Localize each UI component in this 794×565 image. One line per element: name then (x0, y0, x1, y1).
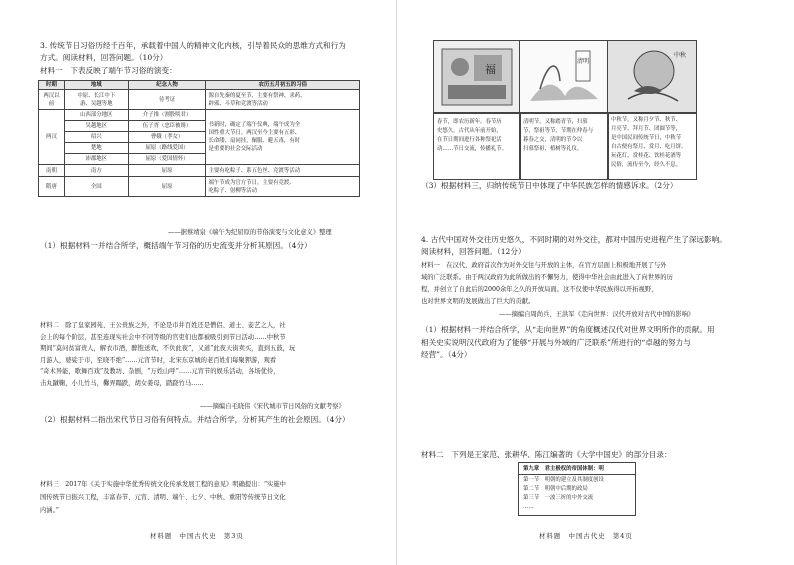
region-cell: 楚地 (64, 143, 128, 154)
question-3-stem-line2: 方式。阅读材料，回答问题。（10分） (40, 53, 168, 62)
cell-line: 是重要的社会交际活动 (208, 146, 263, 152)
cell-line: 书新时，确定了端午仪典，端午成为全 (208, 122, 301, 128)
material-2-line: 期间“莫问贫富贵人，解衣市酒，醉饱送欢，不负此夜”，又道“此夜天街卖买，直到五鼓，玩 (40, 345, 296, 353)
custom-cell: 主要有吃粽子、系五色丝、竞渡等活动 (206, 165, 360, 177)
person-cell: 伍子胥（忠臣被谗） (128, 121, 206, 132)
region-cell: 南方 (64, 165, 128, 177)
cell-line: 节，祭祖等节，节期在仲春与 (523, 128, 594, 134)
cell-line: 国性重大节日。两汉至今主要有五彩、 (208, 130, 301, 136)
material-3-line: 内涵。” (40, 507, 59, 514)
material-2-line: 材料二 除了皇家园苑、王公贵族之外，不论是市井百姓还是僧侣、道士、妾艺之人，社 (40, 322, 286, 329)
toc-rule (519, 474, 635, 475)
page-footer: 材料题 中国古代史 第3页 (150, 532, 244, 540)
midautumn-picture-frame (607, 40, 697, 114)
material-2-source: ——摘编自毛晓伟《宋代城市节日风俗的文献考察》 (200, 403, 345, 410)
question-4-stem-line2: 阅读材料，回答问题。（12分） (421, 247, 526, 256)
period-cell: 两汉以前 (39, 90, 65, 110)
qingming-picture-frame (519, 40, 609, 114)
cell-line: 春节，即农历新年。春节历 (437, 119, 502, 125)
midautumn-picture (608, 41, 696, 113)
cell-line: 源自先秦的夏至节，主要有祭神、求药、 (208, 92, 306, 99)
subquestion-1-block (421, 324, 715, 362)
page-footer: 材料题 中国古代史 第4页 (539, 532, 633, 540)
person-cell: 待考证 (128, 90, 206, 110)
material-2-title: 材料二 下列是王家范、张耕华、陈江编著的《大学中国史》的部分目录： (421, 450, 672, 459)
toc-section-title: 明朝的建立及其制度创设 (544, 477, 604, 483)
col-header-custom: 农历五月初五的习俗 (206, 81, 360, 90)
person-cell: 介子推（割股啖君） (128, 110, 206, 121)
cell-line: 辟邪、斗草和竞渡等活动 (208, 100, 268, 107)
material-2-line: 月游人，婆娑于市，至晓不绝”……元宵节时，北宋东京城的老百姓们每聚狎游，观看 (40, 356, 277, 364)
subquestion-1-line: 经营”。（4分） (421, 350, 472, 359)
table-row (39, 110, 360, 121)
new-year-picture (434, 41, 520, 113)
person-cell: 屈原（爱国情怀） (128, 154, 206, 165)
toc-item (523, 485, 588, 493)
subquestion-1: （1）根据材料一并结合所学，概括端午节习俗的历史流变并分析其原因。（4分） (40, 241, 312, 250)
cell-line: 端午节成为官方节日，主要有竞渡、 (208, 179, 295, 186)
cell-line: 吃粽子、射柳等活动 (208, 187, 257, 194)
subquestion-1-line: 相关史实说明汉代政府为了能够“开展与外域的广泛联系”所进行的“卓越的努力与 (421, 337, 691, 347)
material-1-source: ——摘编自周尚兵、王洪军《走向世界：汉代开放对古代中国的影响》 (499, 311, 695, 318)
period-cell: 南朝 (39, 165, 65, 177)
subquestion-1-line: （1）根据材料一并结合所学，从“走向世界”的角度概述汉代对世界文明所作的贡献。用 (421, 325, 715, 334)
table-row (39, 90, 360, 110)
toc-section-title: 一波三折的中外交流 (544, 495, 594, 501)
cell-line: 自古便有祭月、赏月、吃月饼、 (611, 144, 687, 150)
qingming-text-cell (519, 112, 609, 180)
period-cell: 隋唐 (39, 177, 65, 197)
question-4-stem-line1: 4. 古代中国对外交往历史悠久，不同时期的对外交往，都对中国历史进程产生了深远影响。 (421, 235, 727, 244)
subquestion-2: （2）根据材料二指出宋代节日习俗有何特点。并结合所学，分析其产生的社会原因。（4分） (40, 415, 350, 424)
cell-line: 中秋节，又称月夕节、秋节、 (611, 117, 682, 123)
period-cell: 两汉 (39, 110, 65, 165)
col-header-period: 时期 (39, 81, 65, 90)
toc-section-number: 第三节 (523, 495, 540, 501)
midautumn-text-cell (607, 112, 697, 180)
cell-line: 暮春之交，清明的节令以 (523, 137, 583, 143)
cell-line: 月亮节、拜月节、团圆节等， (611, 126, 682, 132)
subquestion-3: （3）根据材料三，归纳传统节日中体现了中华民族怎样的情感诉求。（2分） (421, 181, 678, 190)
material-1-line: 程，并创立了自此后的2000余年之久的开放局面。这不仅使中华民族得以开拓视野， (421, 286, 658, 293)
material-2-line: “奇术异能，歌舞百戏”及教坊、杂剧，“万姓山呼”……元宵节的娱乐活动，各场优伶， (40, 368, 280, 376)
col-header-region: 地域 (64, 81, 128, 90)
material-1-block (421, 260, 673, 308)
table-row (39, 177, 360, 197)
person-cell: 屈原 (128, 177, 206, 197)
question-3-stem-line1: 3. 传统节日习俗历经千百年，承载着中国人的精神文化内核，引导着民众的思维方式和行为 (40, 41, 346, 50)
table-header-row (39, 81, 360, 90)
material-3-line: 国传统节日振兴工程，丰富春节、元宵、清明、端午、七夕、中秋、重阳等传统节日文化 (40, 494, 286, 501)
cell-line: 扫墓祭祖、植树等礼仪。 (523, 146, 583, 152)
cell-line: 游、吴越等地 (80, 100, 113, 107)
material-3-block (40, 478, 286, 517)
table-row (39, 165, 360, 177)
region-cell: 沛郡地区 (64, 154, 128, 165)
region-cell (64, 90, 128, 110)
custom-cell (206, 90, 360, 110)
region-cell: 全国 (64, 177, 128, 197)
toc-section-number: 第一节 (523, 477, 540, 483)
spring-festival-text-cell (433, 112, 521, 180)
material-1-line: 域的广泛联系。由于两汉政府为此所做出的不懈努力，使得中华社会由此进入了向世界的历 (421, 274, 673, 281)
cell-line: 玩花灯、赏桂花、饮桂花酒等 (611, 153, 682, 159)
qingming-seal: 清明 (577, 58, 590, 65)
custom-cell (206, 177, 360, 197)
midautumn-title: 中秋 (674, 52, 687, 59)
new-year-picture-frame (433, 40, 521, 114)
person-cell: 曹娥（孝女） (128, 132, 206, 143)
material-2-block (40, 320, 295, 390)
toc-section-title: 明朝中后期的政局 (544, 486, 588, 492)
toc-heading: 第九章 君主极权的帝国体制：明 (523, 466, 604, 472)
region-cell: 绍兴 (64, 132, 128, 143)
toc-section-number: 第二节 (523, 486, 540, 492)
table-of-contents-box (518, 462, 636, 516)
cell-line: 史悠久，古代从年前开始， (437, 128, 502, 134)
cell-line: 动……节日交流，传播礼节。 (437, 146, 508, 152)
toc-item (523, 476, 604, 484)
material-1-line: 材料一 在汉代，政府首次作为对外交往与开放的主体，在官方层面上积极地开展了与外 (421, 262, 667, 269)
region-cell: 吴越地区 (64, 121, 128, 132)
col-header-person: 纪念人物 (128, 81, 206, 90)
cell-line: 民俗，流传至今，经久不息。 (611, 162, 682, 168)
material-1-title: 材料一 下表反映了端午节习俗的演变： (40, 66, 177, 75)
toc-item (523, 494, 593, 502)
material-1-source: ——据蔡靖泉《端午为纪屈原的节俗演变与文化意义》整理 (168, 229, 332, 236)
material-2-line: 击丸蹴鞠，小儿竹马，爨弄蹋跌，胡女姜母，踏跷竹马…… (40, 379, 204, 387)
cell-line: 长命缕、扇同挂，佩服、避五毒，有时 (208, 138, 301, 144)
fu-character: 福 (485, 63, 496, 76)
toc-more: …… (523, 504, 534, 510)
dragon-boat-custom-table (38, 80, 360, 197)
material-2-line: 会上的每个阶层，甚至连现实社会中不同等级的官吏们也都被吸引到节日活动……中秋节 (40, 333, 286, 341)
qingming-picture (520, 41, 608, 113)
material-3-line: 材料三 2017年《关于实施中华优秀传统文化传承发展工程的意见》明确提出：“实施中 (40, 481, 286, 488)
cell-line: 在节日期间进行各种祭祀活 (437, 137, 502, 143)
right-page (397, 0, 794, 565)
cell-line: 是中国民间传统节日，中秋节 (611, 135, 682, 141)
cell-line: 清明节，又称踏青节，扫墓 (523, 119, 588, 125)
cell-line: 中原、长江中下 (77, 92, 116, 99)
person-cell: 屈原（路线爱国） (128, 143, 206, 154)
person-cell: 屈原 (128, 165, 206, 177)
custom-cell (206, 110, 360, 165)
material-1-line: 也对世界文明的发展做出了巨大的贡献。 (421, 298, 535, 305)
region-cell: 山西部分地区 (64, 110, 128, 121)
